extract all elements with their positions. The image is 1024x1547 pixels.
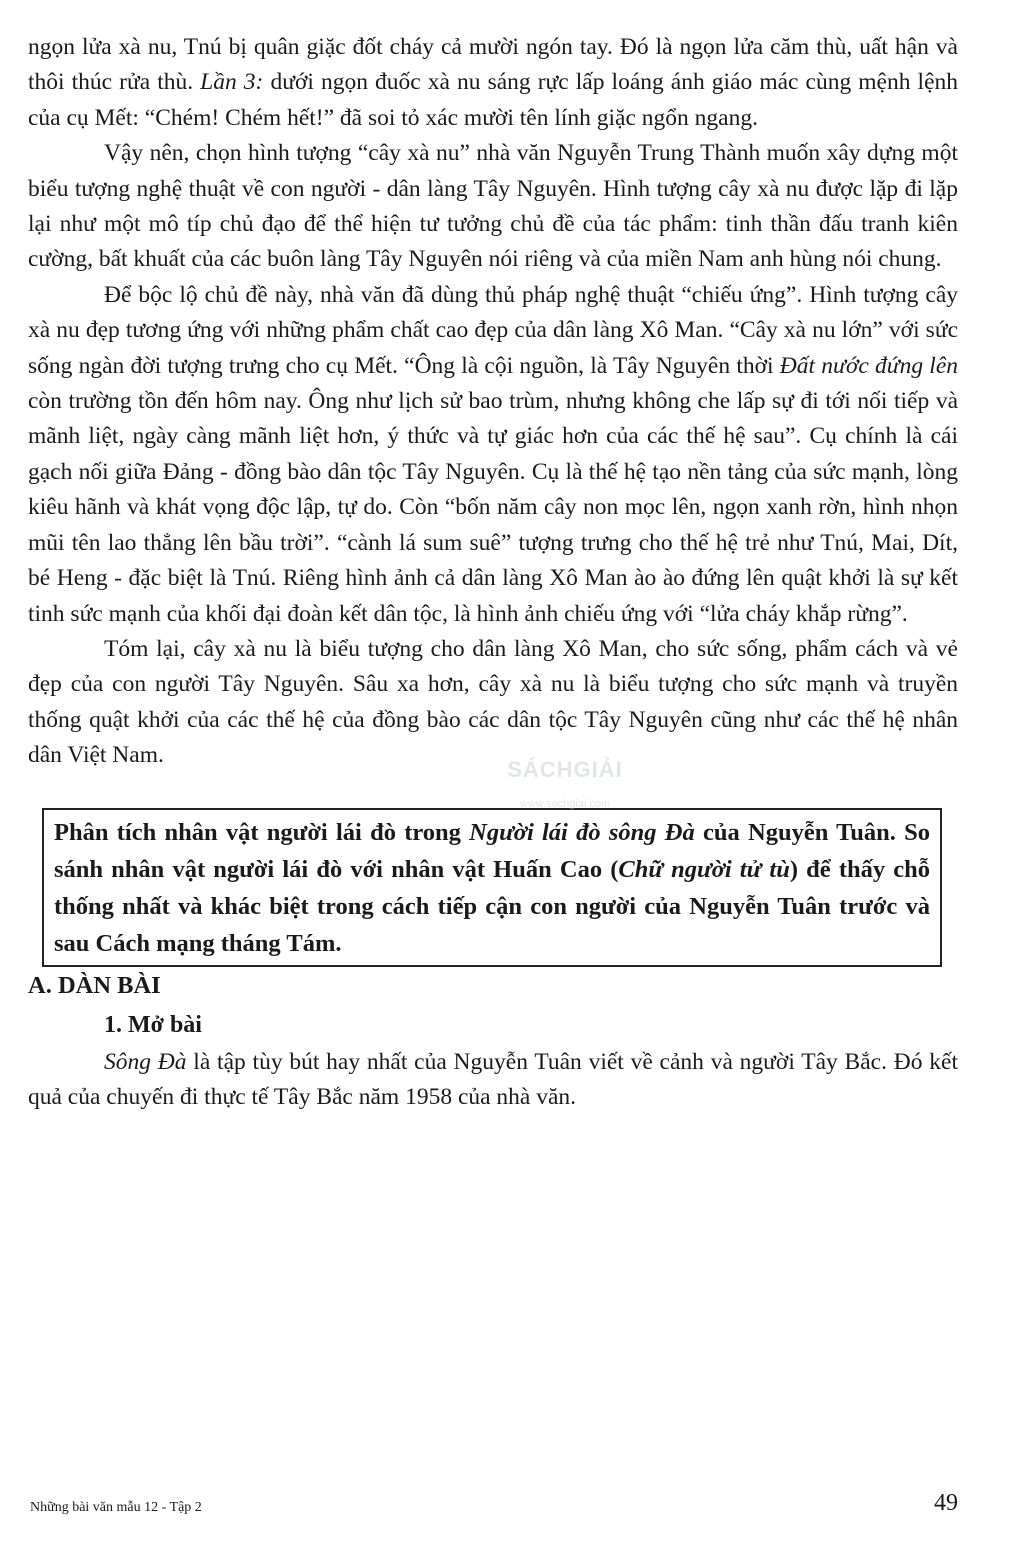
paragraph: [28, 632, 958, 774]
text-run: dưới ngọn đuốc xà nu sáng rực lấp loáng ánh giáo mác cùng mệnh lệnh của cụ Mết: “Chém! Chém hết!” đã soi tỏ xác mười tên lính giặc ngổn ngang.: [28, 69, 958, 131]
body-text: [28, 30, 958, 774]
italic-text: Lần 3:: [200, 69, 264, 96]
text-run: Để bộc lộ chủ đề này, nhà văn đã dùng thủ pháp nghệ thuật “chiếu ứng”. Hình tượng cây xà nu đẹp tương ứng với những phẩm chất cao đẹp của dân làng Xô Man. “Cây xà nu lớn” với sức sống ngàn đời tượng trưng cho cụ Mết. “Ông là cội nguồn, là Tây Nguyên thời: [28, 281, 958, 379]
text-run: ) để thấy chỗ thống nhất và khác biệt trong cách tiếp cận con người của Nguyễn Tuân trước và sau Cách mạng tháng Tám.: [54, 855, 930, 957]
text-run: còn trường tồn đến hôm nay. Ông như lịch sử bao trùm, nhưng không che lấp sự đi tới nối tiếp và mãnh liệt, ngày càng mãnh liệt hơn, ý thức và tự giác hơn của các thế hệ sau”. Cụ chính là cái gạch nối giữa Đảng - đồng bào dân tộc Tây Nguyên. Cụ là thế hệ tạo nền tảng của sức mạnh, lòng kiêu hãnh và khát vọng độc lập, tự do. Còn “bốn năm cây non mọc lên, ngọn xanh rờn, hình nhọn mũi tên lao thẳng lên bầu trời”. “cành lá sum suê” tượng trưng cho thế hệ trẻ như Tnú, Mai, Dít, bé Heng - đặc biệt là Tnú. Riêng hình ảnh cả dân làng Xô Man ào ào đứng lên quật khởi là sự kết tinh sức mạnh của khối đại đoàn kết dân tộc, là hình ảnh chiếu ứng với “lửa cháy khắp rừng”.: [28, 388, 958, 627]
italic-text: Chữ người tử tù: [618, 855, 790, 883]
footer-book-title: Những bài văn mẫu 12 - Tập 2: [30, 1500, 202, 1515]
subsection-heading: 1. Mở bài: [104, 1011, 202, 1038]
text-run: Tóm lại, cây xà nu là biểu tượng cho dân làng Xô Man, cho sức sống, phẩm cách và vẻ đẹp của con người Tây Nguyên. Sâu xa hơn, cây xà nu là biểu tượng cho sức mạnh và truyền thống quật khởi của các thế hệ của đồng bào các dân tộc Tây Nguyên cũng như các thế hệ nhân dân Việt Nam.: [28, 635, 958, 769]
final-text: [28, 1045, 958, 1116]
text-run: Phân tích nhân vật người lái đò trong: [54, 818, 470, 846]
watermark-url: www.sachgiai.com: [519, 798, 611, 810]
paragraph: [28, 1045, 958, 1116]
question-text: [54, 814, 930, 962]
page-content: [28, 30, 958, 1115]
paragraph: [28, 278, 958, 632]
section-heading: A. DÀN BÀI: [28, 971, 161, 999]
watermark-brand: SÁCHGIẢI: [507, 757, 623, 782]
text-run: của Nguyễn Tuân. So sánh nhân vật người lái đò với nhân vật Huấn Cao (: [54, 818, 930, 883]
paragraph: [28, 136, 958, 278]
text-run: là tập tùy bút hay nhất của Nguyễn Tuân viết về cảnh và người Tây Bắc. Đó kết quả của chuyến đi thực tế Tây Bắc năm 1958 của nhà văn.: [28, 1048, 958, 1110]
italic-text: Đất nước đứng lên: [779, 352, 958, 379]
text-run: Vậy nên, chọn hình tượng “cây xà nu” nhà văn Nguyễn Trung Thành muốn xây dựng một biểu tượng nghệ thuật về con người - dân làng Tây Nguyên. Hình tượng cây xà nu được lặp đi lặp lại như một mô típ chủ đạo để thể hiện tư tưởng chủ đề của tác phẩm: tinh thần đấu tranh kiên cường, bất khuất của các buôn làng Tây Nguyên nói riêng và của miền Nam anh hùng nói chung.: [28, 140, 958, 273]
question-box: [42, 808, 942, 967]
page-number: 49: [934, 1490, 958, 1516]
italic-text: Người lái đò sông Đà: [469, 818, 695, 846]
text-run: ngọn lửa xà nu, Tnú bị quân giặc đốt cháy cả mười ngón tay. Đó là ngọn lửa căm thù, uất hận và thôi thúc rửa thù.: [28, 34, 958, 96]
paragraph: [28, 30, 958, 136]
italic-text: Sông Đà: [104, 1048, 187, 1075]
